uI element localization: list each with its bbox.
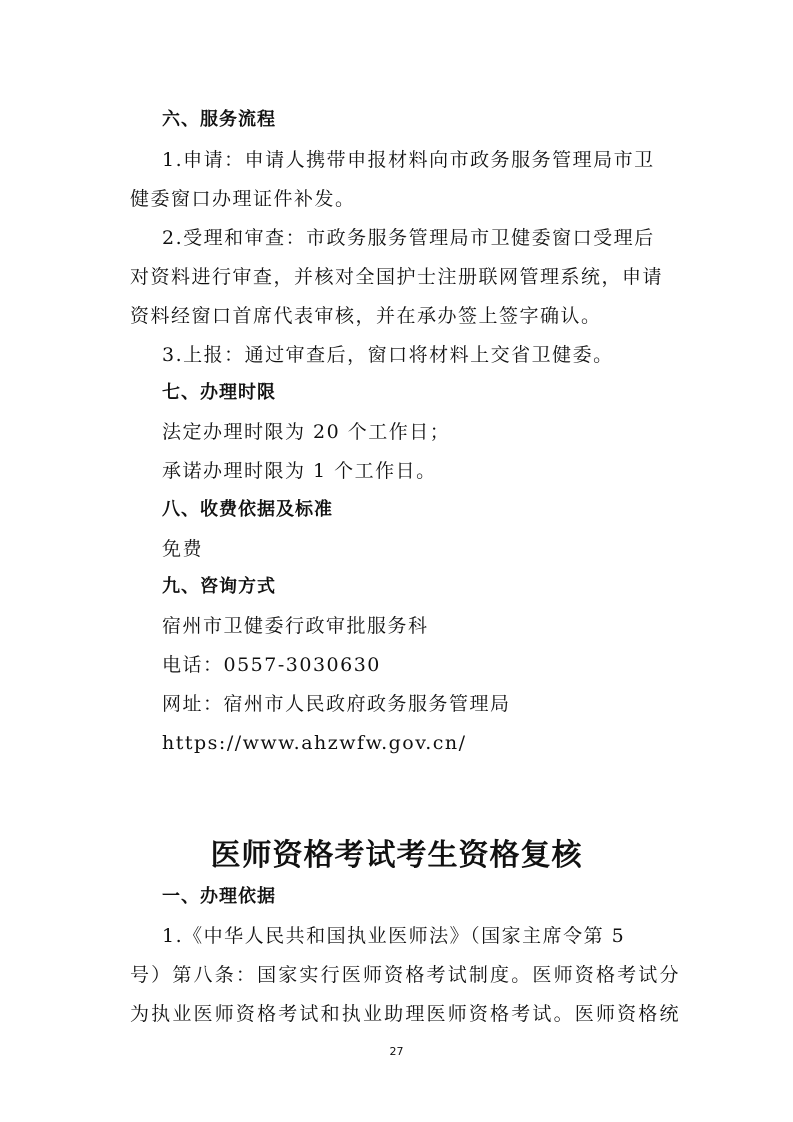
consultation-website-url: https://www.ahzwfw.gov.cn/: [162, 732, 467, 754]
process-step-1-line-1: 1.申请：申请人携带申报材料向市政务服务管理局市卫: [162, 149, 655, 171]
consultation-website-label: 网址：宿州市人民政府政务服务管理局: [162, 693, 511, 715]
process-step-2-line-2: 对资料进行审查，并核对全国护士注册联网管理系统，申请: [130, 266, 664, 288]
statutory-time-limit: 法定办理时限为 20 个工作日；: [162, 421, 451, 443]
section-heading-service-process: 六、服务流程: [162, 109, 276, 130]
item-title: 医师资格考试考生资格复核: [210, 838, 583, 873]
legal-basis-line-3: 为执业医师资格考试和执业助理医师资格考试。医师资格统: [130, 1003, 680, 1025]
fee-text: 免费: [162, 538, 204, 560]
section-heading-time-limit: 七、办理时限: [162, 382, 276, 403]
promised-time-limit: 承诺办理时限为 1 个工作日。: [162, 460, 437, 482]
process-step-1-line-2: 健委窗口办理证件补发。: [130, 188, 356, 210]
process-step-2-line-1: 2.受理和审查：市政务服务管理局市卫健委窗口受理后: [162, 227, 655, 249]
section-heading-fees: 八、收费依据及标准: [162, 499, 333, 520]
process-step-3-line-1: 3.上报：通过审查后，窗口将材料上交省卫健委。: [162, 344, 614, 366]
section-heading-consultation: 九、咨询方式: [162, 576, 276, 597]
legal-basis-line-2: 号）第八条：国家实行医师资格考试制度。医师资格考试分: [130, 964, 680, 986]
consultation-phone: 电话：0557-3030630: [162, 654, 381, 676]
page-number: 27: [389, 1045, 404, 1058]
process-step-2-line-3: 资料经窗口首席代表审核，并在承办签上签字确认。: [130, 305, 602, 327]
legal-basis-line-1: 1.《中华人民共和国执业医师法》（国家主席令第 5: [162, 925, 626, 947]
section-heading-legal-basis: 一、办理依据: [162, 886, 276, 907]
consultation-office: 宿州市卫健委行政审批服务科: [162, 615, 429, 637]
